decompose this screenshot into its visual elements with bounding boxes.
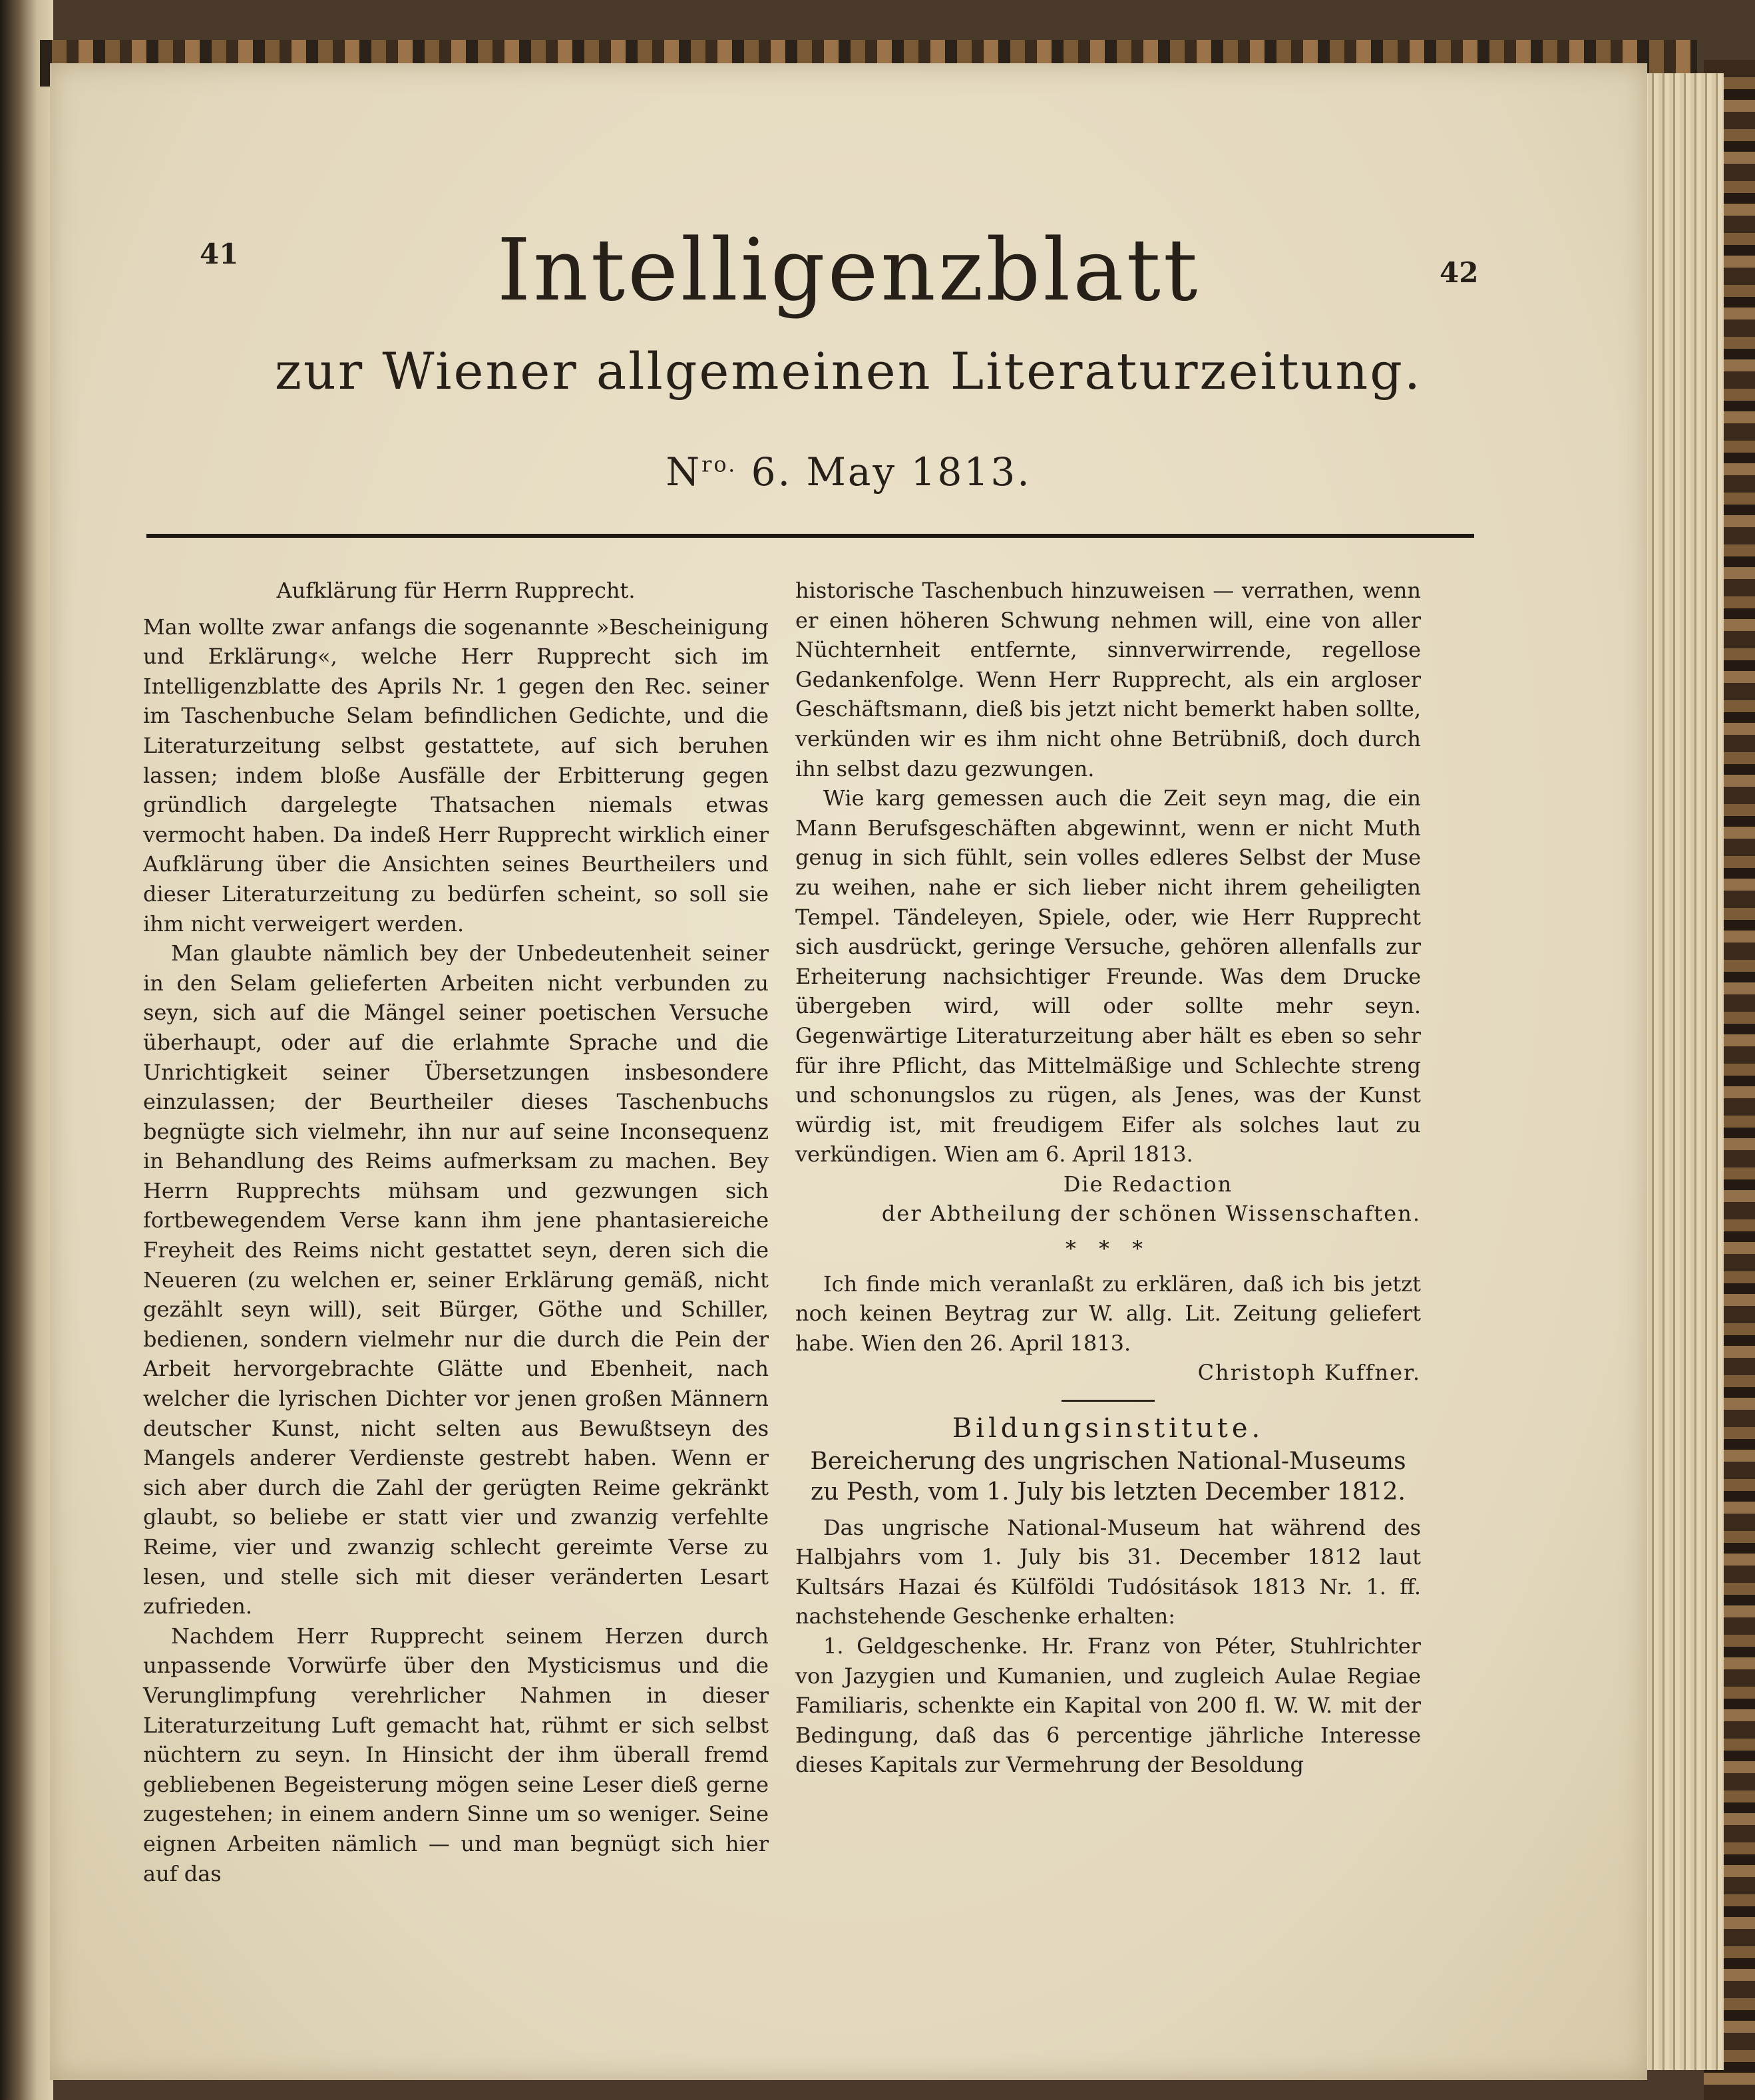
section-title: Bildungsinstitute. — [952, 1413, 1265, 1444]
masthead-rule — [146, 534, 1474, 538]
masthead-title: Intelligenzblatt — [496, 221, 1201, 320]
museum-paragraph-1: Das ungrische National-Museum hat während des Halbjahrs vom 1. July bis 31. December 1812 laut Kultsárs Hazai és Külföldi Tudósitások 1813 Nr. 1. ff. nachstehende Geschenke erhalten: — [795, 1514, 1421, 1629]
declaration-paragraph: Ich finde mich veranlaßt zu erklären, daß ich bis jetzt noch keinen Beytrag zur W. allg. Lit. Zeitung geliefert habe. Wien den 26. April 1813. — [795, 1271, 1421, 1356]
article-heading: Aufklärung für Herrn Rupprecht. — [276, 578, 636, 603]
section-divider — [1062, 1400, 1155, 1402]
newspaper-page — [50, 63, 1647, 2080]
issue-sup: ro. — [701, 451, 737, 477]
right-column — [795, 576, 1421, 1780]
issue-line — [50, 449, 1647, 495]
article-paragraph-3: Nachdem Herr Rupprecht seinem Herzen durch unpassende Vorwürfe über den Mysticismus und die Verunglimpfung verehrlicher Nahmen in dieser Literaturzeitung Luft gemacht hat, rühmt er sich selbst nüchtern zu seyn. In Hinsicht der ihm überall fremd gebliebenen Begeisterung mögen seine Leser dieß gerne zugestehen; in einem andern Sinne um so weniger. Seine eignen Arbeiten nämlich — und man begnügt sich hier auf das — [143, 1623, 769, 1886]
article-paragraph-2: Man glaubte nämlich bey der Unbedeutenheit seiner in den Selam gelieferten Arbeiten nicht verbunden zu seyn, sich auf die Mängel seiner poetischen Versuche überhaupt, oder auf die erlahmte Sprache und die Unrichtigkeit seiner Übersetzungen insbesondere einzulassen; der Beurtheiler dieses Taschenbuchs begnügte sich vielmehr, ihn nur auf seine Inconsequenz in Behandlung des Reims aufmerksam zu machen. Bey Herrn Rupprechts mühsam und gezwungen sich fortbewegendem Verse kann ihm jene phantasiereiche Freyheit des Reims nicht gestattet seyn, deren sich die Neueren (zu welchen er, seiner Erklärung gemäß, nicht gezählt seyn will), seit Bürger, Göthe und Schiller, bedienen, sondern vielmehr nur die durch die Pein der Arbeit hervorgebrachte Glätte und Ebenheit, nach welcher die lyrischen Dichter vor jenen großen Männern deutscher Kunst, nicht selten aus Bewußtseyn des Mangels anderer Verdienste gestrebt haben. Wenn er sich aber durch die Zahl der gerügten Reime gekränkt glaubt, so beliebe er statt vier und zwanzig verfehlte Reime, vier und zwanzig schlecht gereimte Verse zu lesen, und stelle sich mit dieser veränderten Lesart zufrieden. — [143, 941, 769, 1619]
masthead-subtitle: zur Wiener allgemeinen Literaturzeitung. — [274, 341, 1423, 401]
editor-signature-line-1: Die Redaction — [1063, 1171, 1233, 1197]
editor-signature-line-2: der Abtheilung der schönen Wissenschaften. — [881, 1201, 1421, 1227]
section-subheading: Bereicherung des ungrischen National-Museums zu Pesth, vom 1. July bis letzten December 1812. — [810, 1447, 1406, 1506]
issue-prefix: N — [666, 449, 702, 495]
left-column — [143, 576, 769, 1888]
page-number-left: 41 — [200, 238, 239, 270]
page-stack-edge — [1637, 73, 1724, 2070]
article-continuation: historische Taschenbuch hinzuweisen — verrathen, wenn er einen höheren Schwung nehmen will, eine von aller Nüchternheit entfernte, sinnverwirrende, regellose Gedankenfolge. Wenn Herr Rupprecht, als ein argloser Geschäftsmann, dieß bis jetzt nicht bemerkt haben sollte, verkünden wir es ihm nicht ohne Betrübniß, doch durch ihn selbst dazu gezwungen. — [795, 578, 1421, 781]
museum-paragraph-2: 1. Geldgeschenke. Hr. Franz von Péter, Stuhlrichter von Jazygien und Kumanien, und zugleich Aulae Regiae Familiaris, schenkte ein Kapital von 200 fl. W. W. mit der Bedingung, daß das 6 percentige jährliche Interesse dieses Kapitals zur Vermehrung der Besoldung — [795, 1633, 1421, 1778]
issue-date: 6. May 1813. — [737, 449, 1032, 495]
declaration-signature: Christoph Kuffner. — [1197, 1360, 1421, 1386]
separator-stars: * * * — [1065, 1236, 1151, 1262]
article-paragraph-1: Man wollte zwar anfangs die sogenannte »Bescheinigung und Erklärung«, welche Herr Rupprecht sich im Intelligenzblatte des Aprils Nr. 1 gegen den Rec. seiner im Taschenbuche Selam befindlichen Gedichte, und die Literaturzeitung selbst gestattete, auf sich beruhen lassen; indem bloße Ausfälle der Erbitterung gegen gründlich dargelegte Thatsachen niemals etwas vermocht haben. Da indeß Herr Rupprecht wirklich einer Aufklärung über die Ansichten seines Beurtheilers und dieser Literaturzeitung zu bedürfen scheint, so soll sie ihm nicht verweigert werden. — [143, 614, 769, 937]
article-paragraph-4: Wie karg gemessen auch die Zeit seyn mag, die ein Mann Berufsgeschäften abgewinnt, wenn er nicht Muth genug in sich fühlt, sein volles edleres Selbst der Muse zu weihen, nahe er sich lieber nicht ihrem geheiligten Tempel. Tändeleyen, Spiele, oder, wie Herr Rupprecht sich ausdrückt, geringe Versuche, gehören allenfalls zur Erheiterung nachsichtiger Freunde. Was dem Drucke übergeben wird, will oder sollte mehr seyn. Gegenwärtige Literaturzeitung aber hält es eben so sehr für ihre Pflicht, das Mittelmäßige und Schlechte streng und schonungslos zu rügen, als Jenes, was der Kunst würdig ist, mit freudigem Eifer als solches laut zu verkündigen. Wien am 6. April 1813. — [795, 785, 1421, 1167]
book-spine-left — [0, 0, 53, 2100]
page-number-right: 42 — [1440, 256, 1479, 289]
